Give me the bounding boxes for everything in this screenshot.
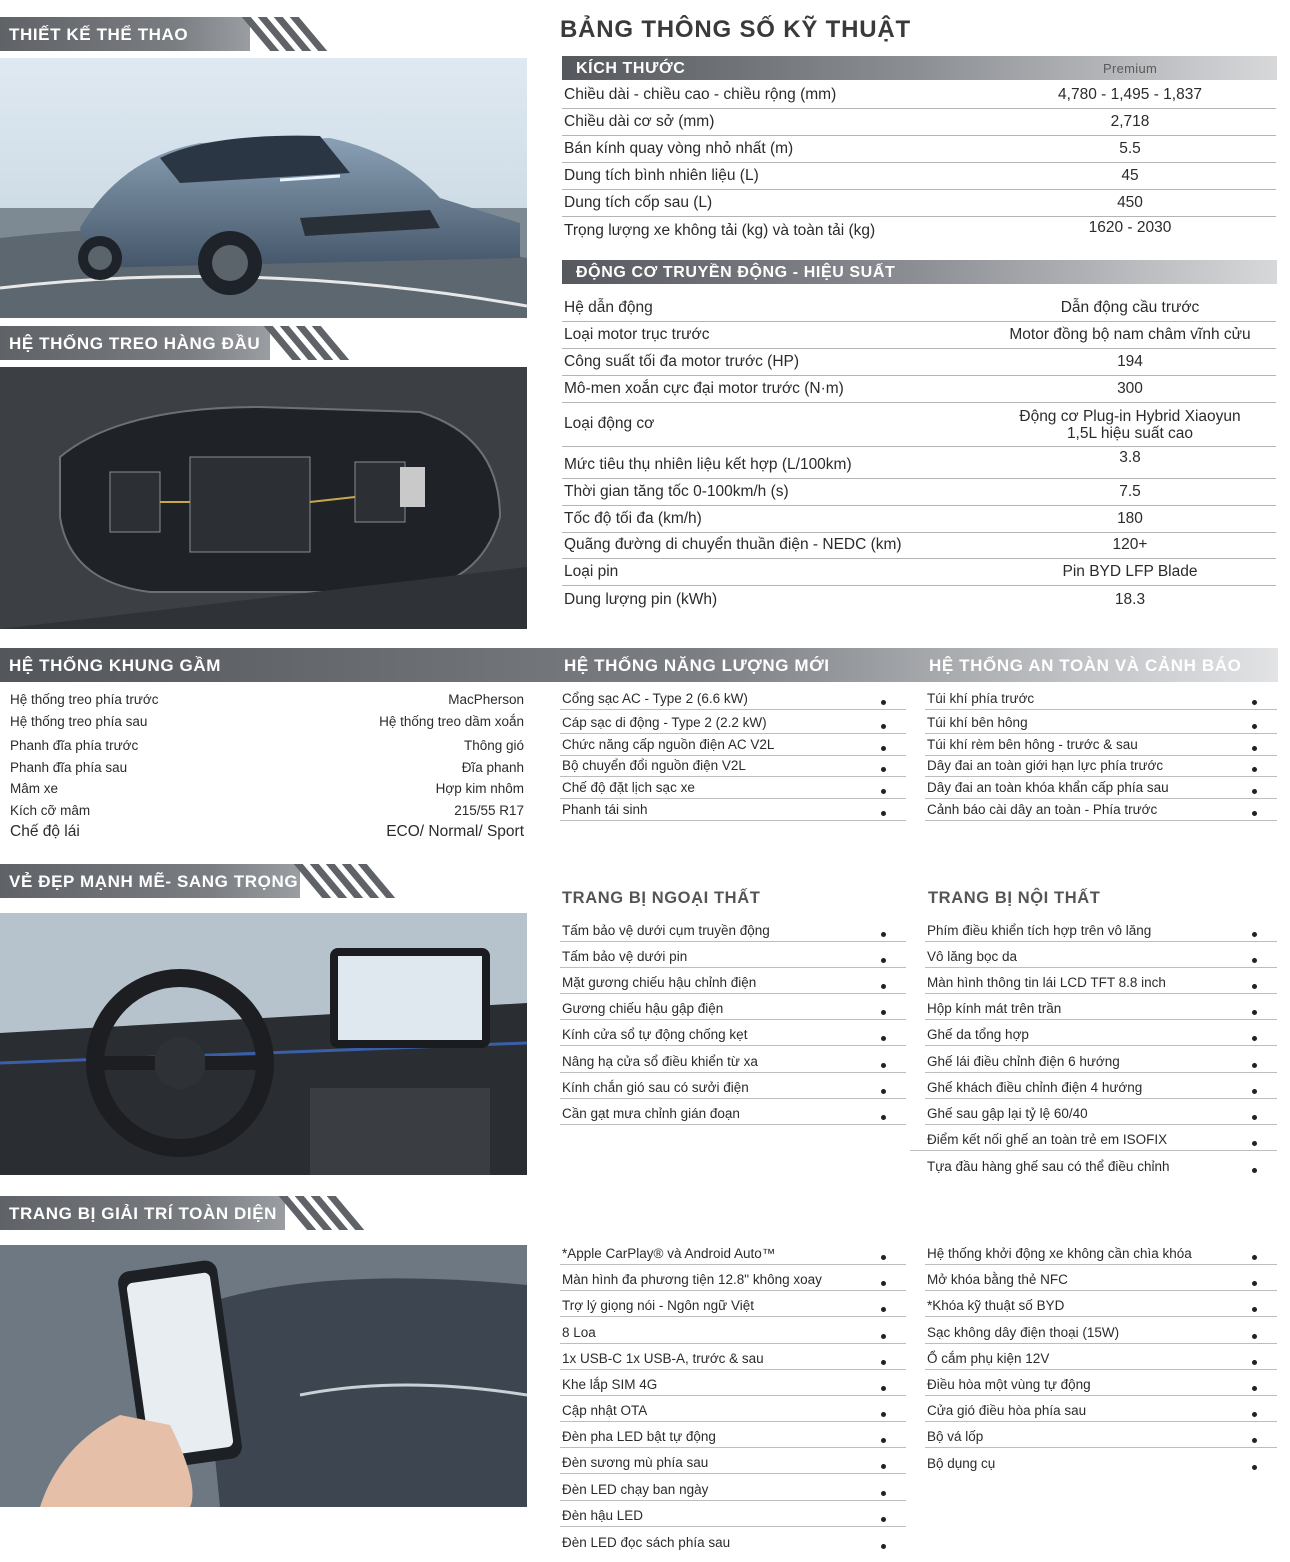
bullet-dot bbox=[1252, 1115, 1257, 1120]
spec-row: Loại motor trục trước Motor đồng bộ nam châm vĩnh cửu bbox=[562, 322, 1276, 349]
spec-row: Chiều dài cơ sở (mm) 2,718 bbox=[562, 109, 1276, 136]
bullet-dot bbox=[1252, 1360, 1257, 1365]
bullet-dot bbox=[1252, 724, 1257, 729]
exterior-item: Cần gạt mưa chỉnh gián đoạn bbox=[560, 1099, 906, 1125]
bullet-dot bbox=[881, 789, 886, 794]
bullet-dot bbox=[881, 1010, 886, 1015]
section-header-dimensions bbox=[562, 56, 1277, 80]
banner-suspension: HỆ THỐNG TREO HÀNG ĐẦU bbox=[0, 326, 270, 360]
interior-item: Hộp kính mát trên trần bbox=[925, 994, 1277, 1020]
spec-row: Loại pin Pin BYD LFP Blade bbox=[562, 559, 1276, 586]
energy-item: Phanh tái sinh bbox=[560, 799, 906, 821]
energy-item: Chức năng cấp nguồn điện AC V2L bbox=[560, 734, 906, 756]
car-exterior-photo bbox=[0, 58, 527, 318]
chassis-xray-photo bbox=[0, 367, 527, 629]
phone-app-photo bbox=[0, 1245, 527, 1507]
bullet-dot bbox=[1252, 767, 1257, 772]
bullet-dot bbox=[881, 1360, 886, 1365]
safety-item: Cảnh báo cài dây an toàn - Phía trước bbox=[925, 799, 1277, 821]
bullet-dot bbox=[881, 1464, 886, 1469]
bullet-dot bbox=[1252, 1255, 1257, 1260]
interior-item: Điểm kết nối ghế an toàn trẻ em ISOFIX bbox=[910, 1125, 1277, 1151]
bullet-dot bbox=[1252, 958, 1257, 963]
bullet-dot bbox=[1252, 984, 1257, 989]
safety-item: Dây đai an toàn giới hạn lực phía trước bbox=[925, 756, 1277, 777]
bullet-dot bbox=[881, 1517, 886, 1522]
spec-row: Dung tích cốp sau (L) 450 bbox=[562, 190, 1276, 217]
energy-item: Chế độ đặt lịch sạc xe bbox=[560, 777, 906, 799]
value-line: Động cơ Plug-in Hybrid Xiaoyun bbox=[1019, 408, 1241, 425]
bullet-dot bbox=[881, 1255, 886, 1260]
bullet-dot bbox=[881, 746, 886, 751]
value-line: 1,5L hiệu suất cao bbox=[1066, 425, 1194, 442]
section-header-label: ĐỘNG CƠ TRUYỀN ĐỘNG - HIỆU SUẤT bbox=[576, 264, 896, 281]
bullet-dot bbox=[881, 1036, 886, 1041]
bullet-dot bbox=[1252, 811, 1257, 816]
bullet-dot bbox=[1252, 1168, 1257, 1173]
section-header-engine bbox=[562, 260, 1277, 284]
bullet-dot bbox=[1252, 1438, 1257, 1443]
banner-entertainment: TRANG BỊ GIẢI TRÍ TOÀN DIỆN bbox=[0, 1196, 285, 1230]
spec-row: Thời gian tăng tốc 0-100km/h (s) 7.5 bbox=[562, 479, 1276, 506]
exterior-item: Kính cửa sổ tự động chống kẹt bbox=[560, 1020, 906, 1046]
entertainment-item: Ổ cắm phụ kiện 12V bbox=[925, 1344, 1277, 1370]
bullet-dot bbox=[881, 700, 886, 705]
entertainment-item: Đèn hậu LED bbox=[560, 1501, 906, 1527]
safety-item: Túi khí phía trước bbox=[925, 688, 1277, 710]
chassis-row: Kích cỡ mâm 215/55 R17 bbox=[10, 803, 524, 818]
variant-label: Premium bbox=[1103, 61, 1158, 76]
bullet-dot bbox=[881, 1063, 886, 1068]
bullet-dot bbox=[881, 724, 886, 729]
header-chassis: HỆ THỐNG KHUNG GẦM bbox=[9, 656, 221, 675]
safety-item: Túi khí rèm bên hông - trước & sau bbox=[925, 734, 1277, 756]
bullet-dot bbox=[1252, 1465, 1257, 1470]
exterior-item: Tấm bảo vệ dưới cụm truyền động bbox=[560, 916, 906, 942]
entertainment-item: Màn hình đa phương tiện 12.8" không xoay bbox=[560, 1265, 906, 1291]
bullet-dot bbox=[881, 1544, 886, 1549]
chassis-row: Chế độ lái ECO/ Normal/ Sport bbox=[10, 823, 524, 840]
bullet-dot bbox=[1252, 1010, 1257, 1015]
entertainment-item: Hệ thống khởi động xe không cần chìa khóa bbox=[925, 1239, 1277, 1265]
bullet-dot bbox=[1252, 1141, 1257, 1146]
spec-row: Mô-men xoắn cực đại motor trước (N·m) 300 bbox=[562, 376, 1276, 403]
banner-stripes bbox=[248, 17, 328, 51]
chassis-row: Hệ thống treo phía trước MacPherson bbox=[10, 692, 524, 707]
entertainment-item: Sạc không dây điện thoại (15W) bbox=[925, 1317, 1277, 1344]
chassis-row: Phanh đĩa phía trước Thông gió bbox=[10, 738, 524, 753]
bullet-dot bbox=[1252, 1036, 1257, 1041]
exterior-item: Gương chiếu hậu gập điện bbox=[560, 994, 906, 1020]
bullet-dot bbox=[881, 1281, 886, 1286]
bullet-dot bbox=[881, 984, 886, 989]
header-safety: HỆ THỐNG AN TOÀN VÀ CẢNH BÁO bbox=[929, 656, 1242, 675]
bullet-dot bbox=[881, 932, 886, 937]
bullet-dot bbox=[1252, 1281, 1257, 1286]
bullet-dot bbox=[881, 1438, 886, 1443]
chassis-row: Hệ thống treo phía sau Hệ thống treo dầm xoắn bbox=[10, 714, 524, 729]
bullet-dot bbox=[881, 1089, 886, 1094]
entertainment-item: Mở khóa bằng thẻ NFC bbox=[925, 1265, 1277, 1291]
bullet-dot bbox=[1252, 1089, 1257, 1094]
entertainment-item: Trợ lý giọng nói - Ngôn ngữ Việt bbox=[560, 1291, 906, 1317]
interior-item: Phím điều khiển tích hợp trên vô lăng bbox=[925, 916, 1277, 942]
bullet-dot bbox=[881, 811, 886, 816]
page-title: BẢNG THÔNG SỐ KỸ THUẬT bbox=[560, 16, 911, 43]
spec-row: Bán kính quay vòng nhỏ nhất (m) 5.5 bbox=[562, 136, 1276, 163]
entertainment-item: Đèn LED chạy ban ngày bbox=[560, 1474, 906, 1501]
bullet-dot bbox=[881, 1491, 886, 1496]
interior-item: Ghế lái điều chỉnh điện 6 hướng bbox=[925, 1046, 1277, 1073]
spec-row: Loại động cơ Động cơ Plug-in Hybrid Xiaoyun 1,5L hiệu suất cao bbox=[562, 403, 1276, 447]
entertainment-item: Đèn sương mù phía sau bbox=[560, 1448, 906, 1474]
interior-item: Tựa đầu hàng ghế sau có thể điều chỉnh bbox=[910, 1151, 1277, 1177]
banner-sport-design: THIẾT KẾ THỂ THAO bbox=[0, 17, 250, 51]
bullet-dot bbox=[1252, 700, 1257, 705]
bullet-dot bbox=[881, 1307, 886, 1312]
bullet-dot bbox=[881, 1115, 886, 1120]
entertainment-item: Bộ vá lốp bbox=[925, 1422, 1277, 1448]
bullet-dot bbox=[1252, 1334, 1257, 1339]
spec-row: Hệ dẫn động Dẫn động cầu trước bbox=[562, 295, 1276, 322]
bullet-dot bbox=[1252, 746, 1257, 751]
bullet-dot bbox=[1252, 932, 1257, 937]
spec-row: Dung tích bình nhiên liệu (L) 45 bbox=[562, 163, 1276, 190]
bullet-dot bbox=[881, 1386, 886, 1391]
exterior-item: Mặt gương chiếu hậu chỉnh điện bbox=[560, 968, 906, 994]
entertainment-item: Điều hòa một vùng tự động bbox=[925, 1370, 1277, 1396]
chassis-row: Mâm xe Hợp kim nhôm bbox=[10, 781, 524, 796]
chassis-row: Phanh đĩa phía sau Đĩa phanh bbox=[10, 760, 524, 775]
safety-item: Túi khí bên hông bbox=[925, 710, 1277, 734]
car-interior-photo bbox=[0, 913, 527, 1175]
interior-item: Màn hình thông tin lái LCD TFT 8.8 inch bbox=[925, 968, 1277, 994]
bullet-dot bbox=[1252, 1412, 1257, 1417]
entertainment-item: 1x USB-C 1x USB-A, trước & sau bbox=[560, 1344, 906, 1370]
header-energy: HỆ THỐNG NĂNG LƯỢNG MỚI bbox=[564, 656, 830, 675]
spec-row: Quãng đường di chuyển thuần điện - NEDC (km) 120+ bbox=[562, 533, 1276, 559]
banner-elegance: VẺ ĐẸP MẠNH MẼ- SANG TRỌNG bbox=[0, 864, 300, 898]
entertainment-item: Khe lắp SIM 4G bbox=[560, 1370, 906, 1396]
spec-row: Công suất tối đa motor trước (HP) 194 bbox=[562, 349, 1276, 376]
spec-row: Chiều dài - chiều cao - chiều rộng (mm) 4,780 - 1,495 - 1,837 bbox=[562, 82, 1276, 109]
banner-stripes bbox=[300, 864, 400, 898]
entertainment-item: Cập nhật OTA bbox=[560, 1396, 906, 1422]
energy-item: Bộ chuyển đổi nguồn điện V2L bbox=[560, 756, 906, 777]
exterior-item: Kính chắn gió sau có sưởi điện bbox=[560, 1073, 906, 1099]
exterior-item: Nâng hạ cửa sổ điều khiển từ xa bbox=[560, 1046, 906, 1073]
entertainment-item: *Khóa kỹ thuật số BYD bbox=[925, 1291, 1277, 1317]
spec-row: Trọng lượng xe không tải (kg) và toàn tải (kg) 1620 - 2030 bbox=[564, 219, 1172, 239]
bullet-dot bbox=[881, 1412, 886, 1417]
bullet-dot bbox=[1252, 1307, 1257, 1312]
entertainment-item: 8 Loa bbox=[560, 1317, 906, 1344]
spec-row: Dung lượng pin (kWh) 18.3 bbox=[564, 591, 1146, 608]
bullet-dot bbox=[1252, 1386, 1257, 1391]
banner-stripes bbox=[270, 326, 360, 360]
exterior-title: TRANG BỊ NGOẠI THẤT bbox=[562, 889, 761, 907]
spec-row: Tốc độ tối đa (km/h) 180 bbox=[562, 506, 1276, 533]
features-band-header bbox=[0, 648, 1278, 682]
interior-item: Ghế da tổng hợp bbox=[925, 1020, 1277, 1046]
interior-item: Vô lăng bọc da bbox=[925, 942, 1277, 968]
bullet-dot bbox=[881, 767, 886, 772]
entertainment-item: Đèn pha LED bật tự động bbox=[560, 1422, 906, 1448]
entertainment-item: *Apple CarPlay® và Android Auto™ bbox=[560, 1239, 906, 1265]
banner-stripes bbox=[285, 1196, 380, 1230]
interior-title: TRANG BỊ NỘI THẤT bbox=[928, 889, 1101, 907]
entertainment-item: Bộ dụng cụ bbox=[925, 1448, 1277, 1474]
bullet-dot bbox=[1252, 1063, 1257, 1068]
interior-item: Ghế khách điều chỉnh điện 4 hướng bbox=[925, 1073, 1277, 1099]
interior-item: Ghế sau gập lại tỷ lệ 60/40 bbox=[925, 1099, 1277, 1125]
bullet-dot bbox=[1252, 789, 1257, 794]
entertainment-item: Đèn LED đọc sách phía sau bbox=[560, 1527, 906, 1553]
safety-item: Dây đai an toàn khóa khẩn cấp phía sau bbox=[925, 777, 1277, 799]
energy-item: Cổng sạc AC - Type 2 (6.6 kW) bbox=[560, 688, 906, 710]
bullet-dot bbox=[881, 1334, 886, 1339]
spec-row: Mức tiêu thụ nhiên liệu kết hợp (L/100km) 3.8 bbox=[562, 447, 1276, 479]
section-header-label: KÍCH THƯỚC bbox=[576, 60, 686, 77]
entertainment-item: Cửa gió điều hòa phía sau bbox=[925, 1396, 1277, 1422]
exterior-item: Tấm bảo vệ dưới pin bbox=[560, 942, 906, 968]
bullet-dot bbox=[881, 958, 886, 963]
energy-item: Cáp sạc di động - Type 2 (2.2 kW) bbox=[560, 710, 906, 734]
